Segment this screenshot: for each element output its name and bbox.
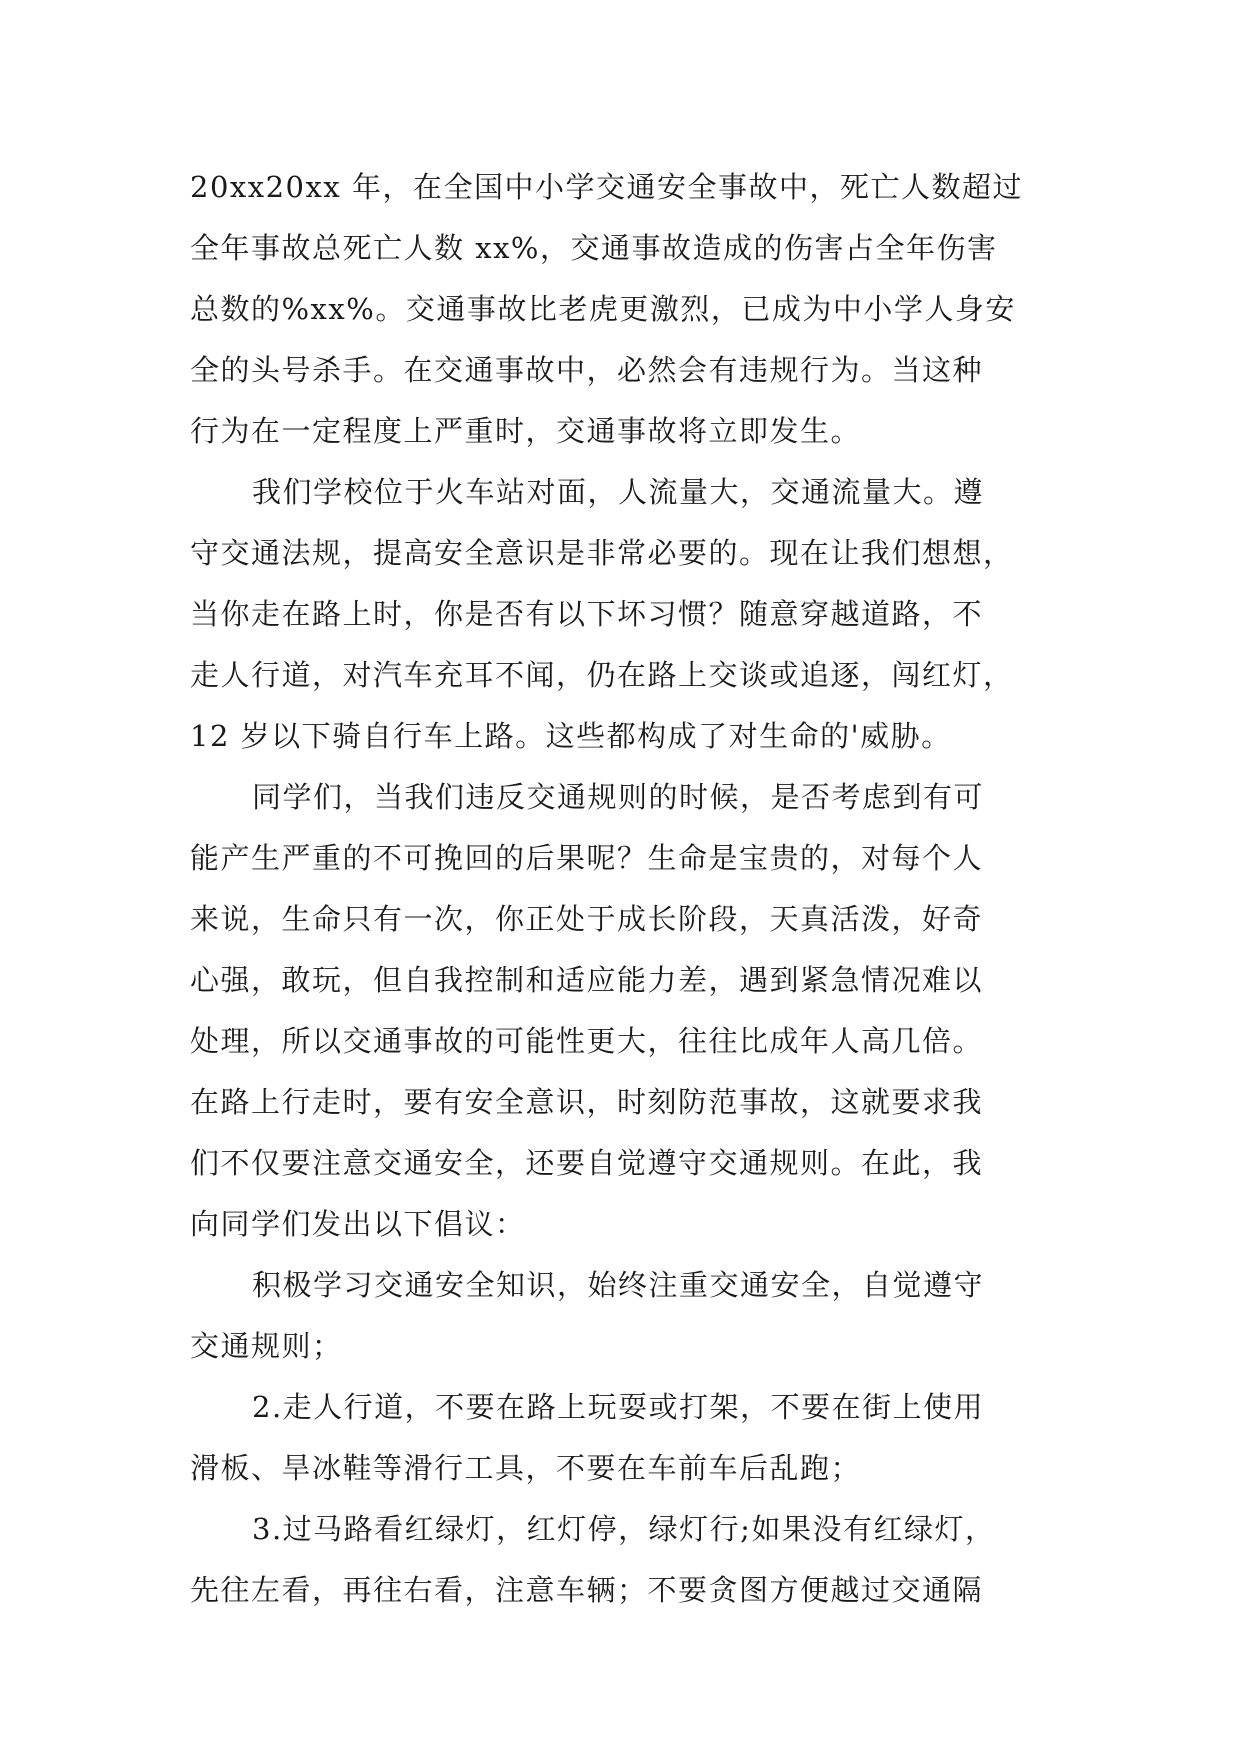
text-line: 交通规则； [190, 1329, 343, 1363]
text-line: 在路上行走时，要有安全意识，时刻防范事故，这就要求我 [190, 1085, 984, 1119]
text-line: 处理，所以交通事故的可能性更大，往往比成年人高几倍。 [190, 1024, 984, 1058]
text-line: 全年事故总死亡人数 xx%，交通事故造成的伤害占全年伤害 [190, 231, 998, 265]
text-line: 全的头号杀手。在交通事故中，必然会有违规行为。当这种 [190, 353, 984, 387]
paragraph-start-line: 2.走人行道，不要在路上玩耍或打架，不要在街上使用 [252, 1390, 985, 1424]
paragraph-start-line: 我们学校位于火车站对面，人流量大，交通流量大。遵 [252, 475, 985, 509]
text-line: 12 岁以下骑自行车上路。这些都构成了对生命的'威胁。 [190, 719, 952, 753]
paragraph-start-line: 积极学习交通安全知识，始终注重交通安全，自觉遵守 [252, 1268, 985, 1302]
text-line: 行为在一定程度上严重时，交通事故将立即发生。 [190, 414, 862, 448]
text-line: 来说，生命只有一次，你正处于成长阶段，天真活泼，好奇 [190, 902, 984, 936]
text-line: 向同学们发出以下倡议： [190, 1207, 526, 1241]
text-line: 能产生严重的不可挽回的后果呢？生命是宝贵的，对每个人 [190, 841, 984, 875]
paragraph-start-line: 3.过马路看红绿灯，红灯停，绿灯行;如果没有红绿灯， [252, 1512, 996, 1546]
document-body [190, 157, 1060, 1621]
text-line: 20xx20xx 年，在全国中小学交通安全事故中，死亡人数超过 [190, 170, 1023, 204]
text-line: 滑板、旱冰鞋等滑行工具，不要在车前车后乱跑； [190, 1451, 862, 1485]
text-line: 走人行道，对汽车充耳不闻，仍在路上交谈或追逐，闯红灯， [190, 658, 1014, 692]
text-line: 们不仅要注意交通安全，还要自觉遵守交通规则。在此，我 [190, 1146, 984, 1180]
text-line: 先往左看，再往右看，注意车辆；不要贪图方便越过交通隔 [190, 1573, 984, 1607]
text-line: 心强，敢玩，但自我控制和适应能力差，遇到紧急情况难以 [190, 963, 984, 997]
text-line: 当你走在路上时，你是否有以下坏习惯？随意穿越道路，不 [190, 597, 984, 631]
text-line: 总数的%xx%。交通事故比老虎更激烈，已成为中小学人身安 [190, 292, 1016, 326]
text-line: 守交通法规，提高安全意识是非常必要的。现在让我们想想， [190, 536, 1014, 570]
paragraph-start-line: 同学们，当我们违反交通规则的时候，是否考虑到有可 [252, 780, 985, 814]
